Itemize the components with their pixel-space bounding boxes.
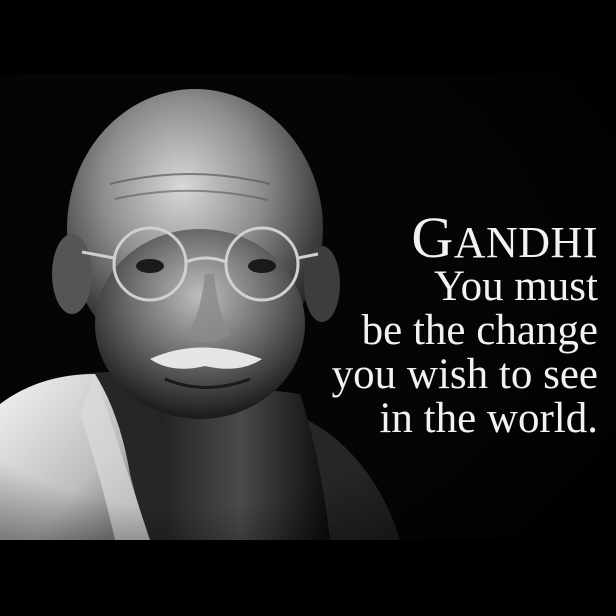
- quote-line-3: you wish to see: [331, 351, 598, 398]
- bottom-black-band: [0, 540, 616, 616]
- gandhi-title: [411, 205, 598, 270]
- quote-line-2: be the change: [361, 307, 598, 354]
- title-rest: ANDHI: [453, 218, 598, 267]
- quote-line-4: in the world.: [379, 395, 598, 442]
- top-black-band: [0, 0, 616, 74]
- quote-text: [298, 265, 598, 441]
- quote-line-1: You must: [433, 263, 598, 310]
- title-first-letter: G: [411, 205, 454, 270]
